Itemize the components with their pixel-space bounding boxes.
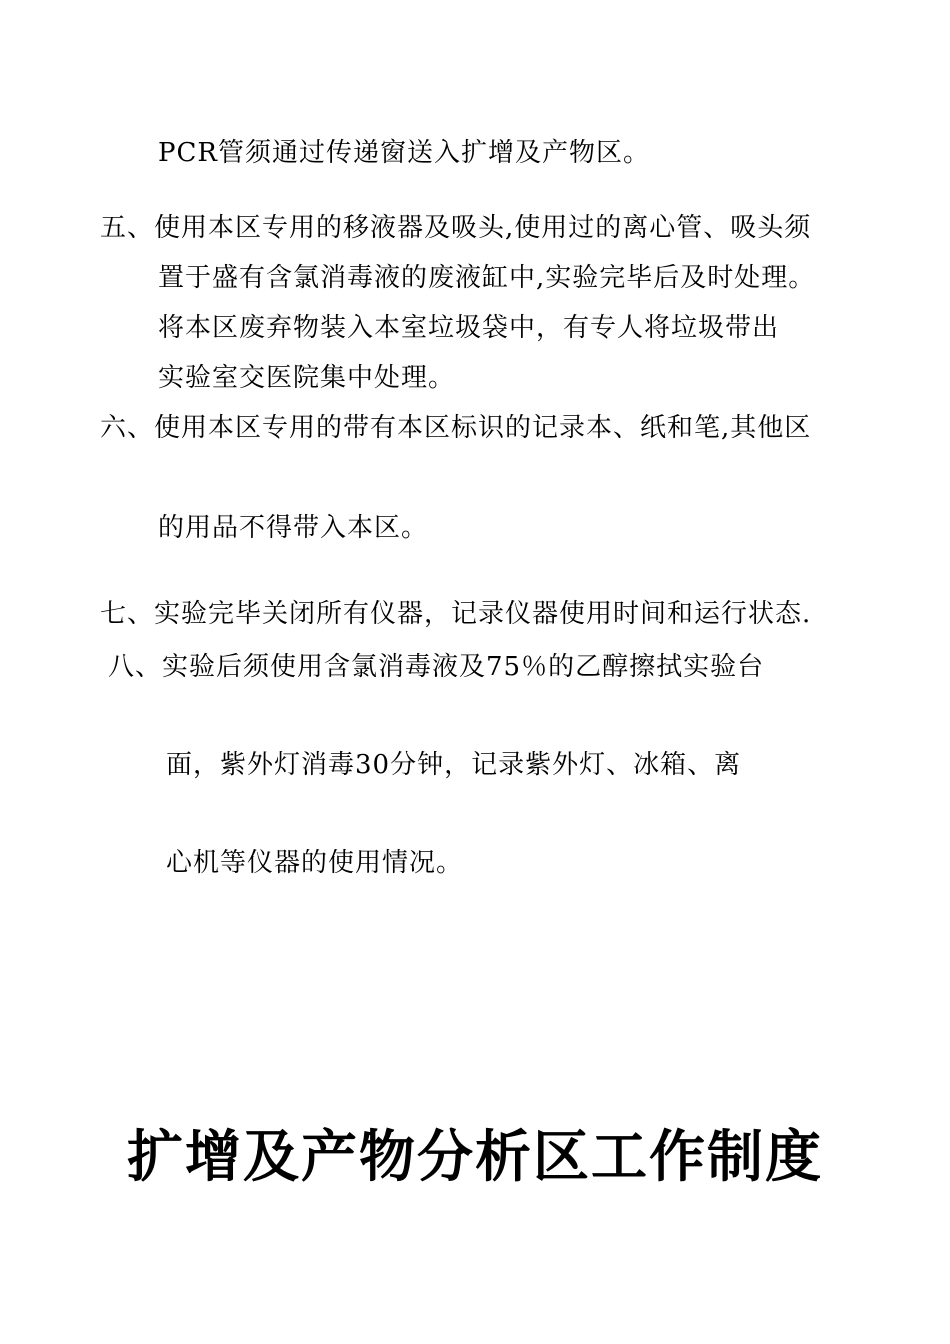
paragraph-line: 将本区废弃物装入本室垃圾袋中，有专人将垃圾带出 [158,313,780,343]
paragraph-line: 八、实验后须使用含氯消毒液及75％的乙醇擦拭实验台 [108,652,765,682]
paragraph-line: 心机等仪器的使用情况。 [166,848,464,878]
paragraph-line: 面，紫外灯消毒30分钟，记录紫外灯、冰箱、离 [166,750,742,780]
paragraph-line: 置于盛有含氯消毒液的废液缸中,实验完毕后及时处理。 [158,263,816,293]
paragraph-line: 七、实验完毕关闭所有仪器，记录仪器使用时间和运行状态. [100,599,812,629]
paragraph-line: 实验室交医院集中处理。 [158,363,456,393]
section-title: 扩增及产物分析区工作制度 [127,1125,823,1190]
paragraph-line: PCR管须通过传递窗送入扩增及产物区。 [158,138,650,168]
paragraph-line: 六、使用本区专用的带有本区标识的记录本、纸和笔,其他区 [100,413,812,443]
paragraph-line: 的用品不得带入本区。 [158,513,429,543]
paragraph-line: 五、使用本区专用的移液器及吸头,使用过的离心管、吸头须 [100,213,812,243]
